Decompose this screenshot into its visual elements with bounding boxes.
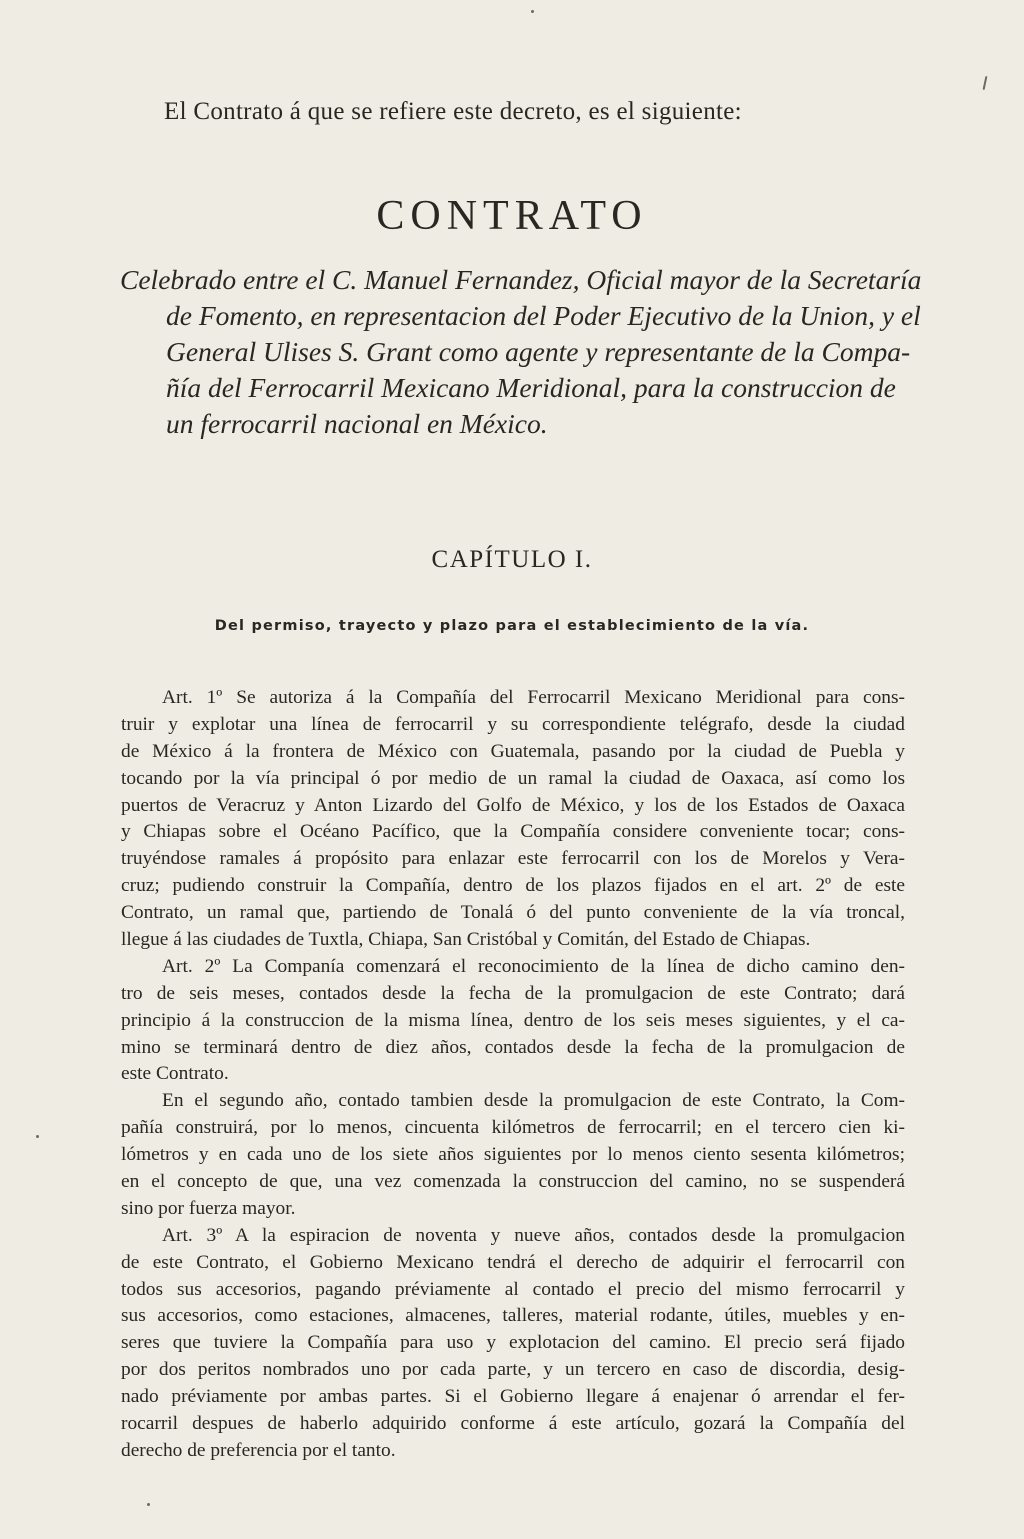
body-line: derecho de preferencia por el tanto. <box>121 1439 396 1461</box>
body-line: nado préviamente por ambas partes. Si el Gobierno llegare á enajenar ó arrendar el fer- <box>121 1386 905 1408</box>
body-line: puertos de Veracruz y Anton Lizardo del Golfo de México, y los de los Estados de Oaxaca <box>121 794 905 816</box>
body-line: principio á la construccion de la misma línea, dentro de los seis meses siguientes, y el ca- <box>121 1009 905 1031</box>
body-line: rocarril despues de haberlo adquirido conforme á este artículo, gozará la Compañía del <box>121 1413 905 1435</box>
subtitle-line: Celebrado entre el C. Manuel Fernandez, Oficial mayor de la Secretaría <box>120 264 922 295</box>
chapter-heading: CAPÍTULO I. <box>431 546 593 573</box>
body-line: Contrato, un ramal que, partiendo de Tonalá ó del punto conveniente de la vía troncal, <box>121 902 905 924</box>
subtitle-line: ñía del Ferrocarril Mexicano Meridional, para la construccion de <box>166 372 896 403</box>
intro-sentence: El Contrato á que se refiere este decreto, es el siguiente: <box>164 98 742 125</box>
contract-title: CONTRATO <box>376 193 648 239</box>
paper-speck <box>147 1503 150 1506</box>
body-line: Art. 2º La Companía comenzará el reconocimiento de la línea de dicho camino den- <box>162 955 905 977</box>
body-line: seres que tuviere la Compañía para uso y explotacion del camino. El precio será fijado <box>121 1332 905 1354</box>
body-line: tro de seis meses, contados desde la fecha de la promulgacion de este Contrato; dará <box>121 982 905 1004</box>
body-line: llegue á las ciudades de Tuxtla, Chiapa, San Cristóbal y Comitán, del Estado de Chiapas. <box>121 929 811 951</box>
body-line: sino por fuerza mayor. <box>121 1197 296 1219</box>
body-line: y Chiapas sobre el Océano Pacífico, que la Compañía considere conveniente tocar; cons- <box>121 821 905 843</box>
body-line: este Contrato. <box>121 1063 229 1085</box>
paper-speck <box>36 1135 39 1138</box>
contract-subtitle <box>120 262 922 442</box>
body-line: mino se terminará dentro de diez años, contados desde la fecha de la promulgacion de <box>121 1036 905 1058</box>
body-line: tocando por la vía principal ó por medio de un ramal la ciudad de Oaxaca, así como los <box>121 767 905 789</box>
body-line: lómetros y en cada uno de los siete años siguientes por lo menos ciento sesenta kilómetros; <box>121 1144 905 1166</box>
body-line: por dos peritos nombrados uno por cada parte, y un tercero en caso de discordia, desig- <box>121 1359 905 1381</box>
subtitle-line: de Fomento, en representacion del Poder Ejecutivo de la Union, y el <box>166 300 921 331</box>
body-line: Art. 3º A la espiracion de noventa y nueve años, contados desde la promulgacion <box>162 1224 905 1246</box>
body-line: de este Contrato, el Gobierno Mexicano tendrá el derecho de adquirir el ferrocarril con <box>121 1251 905 1273</box>
paper-speck <box>531 10 534 13</box>
section-heading: Del permiso, trayecto y plazo para el establecimiento de la vía. <box>214 618 810 634</box>
body-line: En el segundo año, contado tambien desde la promulgacion de este Contrato, la Com- <box>162 1090 905 1112</box>
body-line: truyéndose ramales á propósito para enlazar este ferrocarril con los de Morelos y Vera- <box>121 848 905 870</box>
body-line: pañía construirá, por lo menos, cincuenta kilómetros de ferrocarril; en el tercero cien ki- <box>121 1117 905 1139</box>
body-text <box>121 685 905 1465</box>
subtitle-line: General Ulises S. Grant como agente y representante de la Compa- <box>166 336 911 367</box>
body-line: truir y explotar una línea de ferrocarril y su correspondiente telégrafo, desde la ciudad <box>121 713 905 735</box>
subtitle-line: un ferrocarril nacional en México. <box>166 408 548 439</box>
body-line: en el concepto de que, una vez comenzada la construccion del camino, no se suspenderá <box>121 1171 905 1193</box>
body-line: todos sus accesorios, pagando préviamente al contado el precio del mismo ferrocarril y <box>121 1278 905 1300</box>
body-line: de México á la frontera de México con Guatemala, pasando por la ciudad de Puebla y <box>121 740 905 762</box>
paper-speck <box>983 76 988 90</box>
body-line: sus accesorios, como estaciones, almacenes, talleres, material rodante, útiles, muebles y en- <box>121 1305 905 1327</box>
body-line: Art. 1º Se autoriza á la Compañía del Ferrocarril Mexicano Meridional para cons- <box>162 687 905 708</box>
body-line: cruz; pudiendo construir la Compañía, dentro de los plazos fijados en el art. 2º de este <box>121 875 905 897</box>
